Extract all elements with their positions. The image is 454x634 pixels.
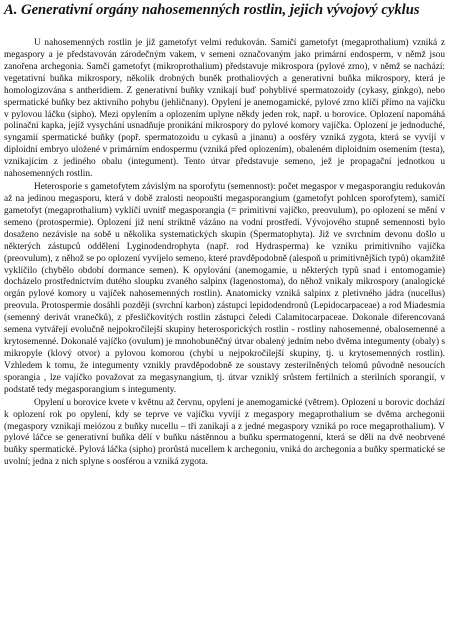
document-body <box>4 38 445 632</box>
paragraph-gymnosperm-gametophytes: U nahosemenných rostlin je již gametofyt velmi redukován. Samičí gametofyt (megaprothalium) vzniká z megaspory a je představován zárodečným vakem, v semeni označovaným jako primární endosperm, v němž jsou zanořena archegonia. Samčí gametofyt (mikroprothalium) představuje mikrospora (pylové zrno), v němž se nachází: vegetativní buňka mikrospory, několik drobných buněk prothaliových a generativní buňka mikrospory, která je homologizována s antheridiem. Z generativní buňky vznikají buď pohyblivé spermatozoidy (cykasy, ginkgo), nebo spermatické buňky bez aktivního pohybu (jehličnany). Opylení je anemogamické, pylové zrno klíčí přímo na vajíčku v pylovou láčku (sipho). Mezi opylením a oplozením uplyne někdy jeden rok, např. u borovice. Oplození napomáhá polinační kapka, jejíž vysychání usnadňuje pronikání mikrospory do pylové komory vajíčka. Oplození je jednoduché, syngamií spermatické buňky (popř. spermatozoidu u cykasů a jinanu) a oosféry vzniká zygota, která se vyvíjí v diploidní embryo uložené v primárním endospermu (vzniká před oplozením), obaleném diploidním osemením (testa), vznikajícím z jediného obalu (integument). Tento útvar představuje semeno, jež je propagační jednotkou u nahosemenných rostlin. <box>4 38 445 180</box>
section-title: A. Generativní orgány nahosemenných rostlin, jejich vývojový cyklus <box>4 2 420 18</box>
paragraph-pine-pollination: Opylení u borovice kvete v květnu až červnu, opylení je anemogamické (větrem). Oplození u borovic dochází k oplození rok po opylení, kdy se teprve ve vajíčku vyvíjí z megaspory megaprothalium se dvěma archegonii (megaspory vznikají meiózou z buňky nucellu – tři zanikají a z jedné megaspory vzniká po roce megaprothalium). V pylové láčce se generativní buňka dělí v buňku nástěnnou a buňku spermatogenní, která se dělí na dvě neobrvené buňky spermatické. Pylová láčka (sipho) prorůstá nucellem k archegoniu, vniká do archegonia a buňky spermatické se uvolní; jedna z nich splyne s oosférou a vzniká zygota. <box>4 397 445 468</box>
paragraph-heterospory: Heterosporie s gametofytem závislým na sporofytu (semennost): počet megaspor v megasporangiu redukován až na jedinou megasporu, která v době zralosti neopouští megasporangium (gametofyt pohlcen sporofytem), samičí gametofyt (megaprothalium) vyklíčí uvnitř megasporangia (= primitivní vajíčko, preovulum), po oplození se mění v semeno (protospermie). Oplození již není striktně vázáno na vodní prostředí. Vývojového stupně semennosti bylo dosaženo nezávisle na sobě u několika systematických skupin (Spermatophyta). Již ve svrchním devonu došlo u některých zástupců oddělení Lyginodendrophyta (např. rod Hydrasperma) ke vzniku primitivního vajíčka (preovulum), z něhož se po oplození vyvíjelo semeno, které pravděpodobně (alespoň u primitivnějších typů) okamžitě vyklíčilo (chybělo období dormance semen). K opylování (anemogamie, u některých typů snad i entomogamie) docházelo prostřednictvím dutého sloupku zvaného salpinx (lagenostoma), do něhož vnikaly mikrospory (analogické orgán pylové komory u vajíček nahosemenných rostlin). Anatomicky vzniká salpinx z pletivného jádra (nucellus) preovula. Protospermie dosáhli později (svrchní karbon) zástupci lepidodendronů (Lepidocarpaceae) a rod Miadesmia (semenný derivát vranečků), z přesličkovitých rostlin zástupci čeledi Calamitocarpaceae. Dokonale diferencovaná semena vytvářejí evolučně nejpokročilejší skupiny heterosporických rostlin - rostliny nahosemenné, obalosemenné a krytosemenné. Dokonalé vajíčko (ovulum) je mnohobuněčný útvar obalený jedním nebo dvěma integumenty (obaly) s mikropyle (klový otvor) a pylovou komorou (chybí u nejpokročilejší skupiny, tj. u krytosemenných rostlin). Vzhledem k tomu, že integumenty vznikly pravděpodobně ze soustavy zesterilněných telomů původně nesoucích sporangia , lze vajíčko považovat za megasynangium, tj. útvar vzniklý srůstem fertilních a sterilních sporangií, v podstatě tedy megasporangium s integumenty. <box>4 182 445 395</box>
